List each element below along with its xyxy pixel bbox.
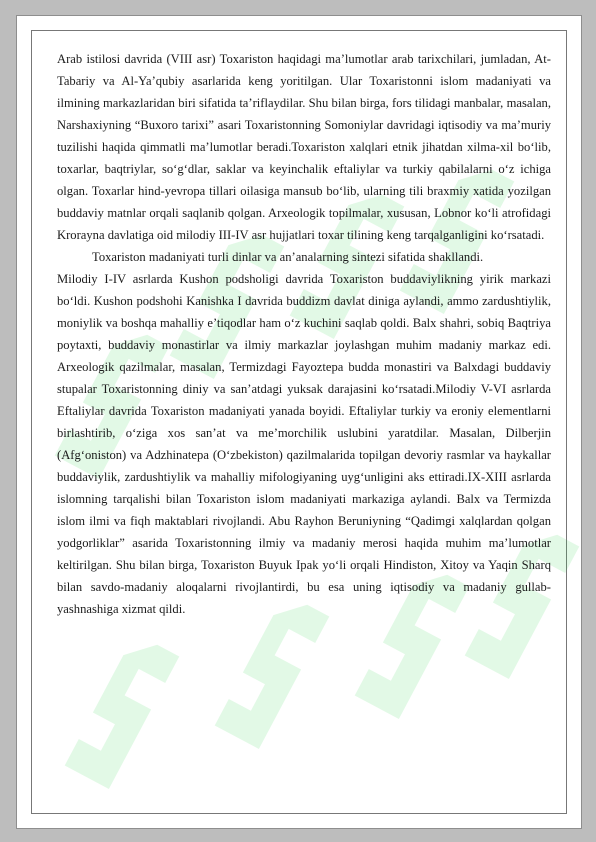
paragraph: Arab istilosi davrida (VIII asr) Toxariston haqidagi ma’lumotlar arab tarixchilari, jumladan, At-Tabariy va Al-Ya’qubiy asarlarida keng yoritilgan. Ular Toxaristonni islom madaniyati va ilmining markazlaridan biri sifatida ta’riflaydilar. Shu bilan birga, fors tilidagi manbalar, masalan, Narshaxiyning “Buxoro tarixi” asari Toxaristonning Somoniylar davridagi iqtisodiy va ma’muriy tuzilishi haqida qimmatli ma’lumotlar beradi.Toxariston xalqlari etnik jihatdan xilma-xil bo‘lib, toxarlar, baqtriylar, so‘g‘dlar, saklar va keyinchalik eftaliylar va turkiy qabilalarni o‘z ichiga olgan. Toxarlar hind-yevropa tillari oilasiga mansub bo‘lib, ularning tili braxmiy xatida yozilgan buddaviy matnlar orqali saqlanib qolgan. Arxeologik topilmalar, xususan, Lobnor ko‘li atrofidagi Krorayna davlatiga oid milodiy III-IV asr hujjatlari toxar tilining keng tarqalganligini ko‘rsatadi. [57, 52, 551, 242]
document-page [16, 15, 582, 829]
paragraph: Toxariston madaniyati turli dinlar va an’analarning sintezi sifatida shakllandi. [92, 250, 484, 264]
paragraph: Milodiy I-IV asrlarda Kushon podsholigi davrida Toxariston buddaviylikning yirik markazi bo‘ldi. Kushon podshohi Kanishka I davrida buddizm davlat diniga aylandi, ammo zardushtiylik, moniylik va boshqa mahalliy e’tiqodlar ham o‘z kuchini saqlab qoldi. Balx shahri, sobiq Baqtriya poytaxti, buddaviy monastirlar va ilmiy markazlar joylashgan muhim madaniy markaz edi. Arxeologik qazilmalar, masalan, Termizdagi Fayoztepa budda monastiri va Balxdagi buddaviy stupalar Toxaristonning diniy va san’atdagi yuksak darajasini ko‘rsatadi.Milodiy V-VI asrlarda Eftaliylar davrida Toxariston madaniyati yanada boyidi. Eftaliylar turkiy va eroniy elementlarni birlashtirib, o‘ziga xos san’at va me’morchilik uslubini yaratdilar. Masalan, Dilberjin (Afg‘oniston) va Adzhinatepa (O‘zbekiston) qazilmalarida topilgan devoriy rasmlar va haykallar buddaviylik, zardushtiylik va mahalliy mifologiyaning uyg‘unligini aks ettiradi.IX-XIII asrlarda islomning tarqalishi bilan Toxariston islom madaniyati markaziga aylandi. Balx va Termizda islom ilmi va fiqh maktablari rivojlandi. Abu Rayhon Beruniyning “Qadimgi xalqlardan qolgan yodgorliklar” asarida Toxaristonning ilmiy va madaniy merosi haqida muhim ma’lumotlar keltirilgan. Shu bilan birga, Toxariston Buyuk Ipak yo‘li orqali Hindiston, Xitoy va Yaqin Sharq bilan savdo-madaniy aloqalarni rivojlantirdi, bu esa uning iqtisodiy va madaniy gullab-yashnashiga xizmat qildi. [57, 272, 551, 616]
body-text [57, 48, 551, 620]
